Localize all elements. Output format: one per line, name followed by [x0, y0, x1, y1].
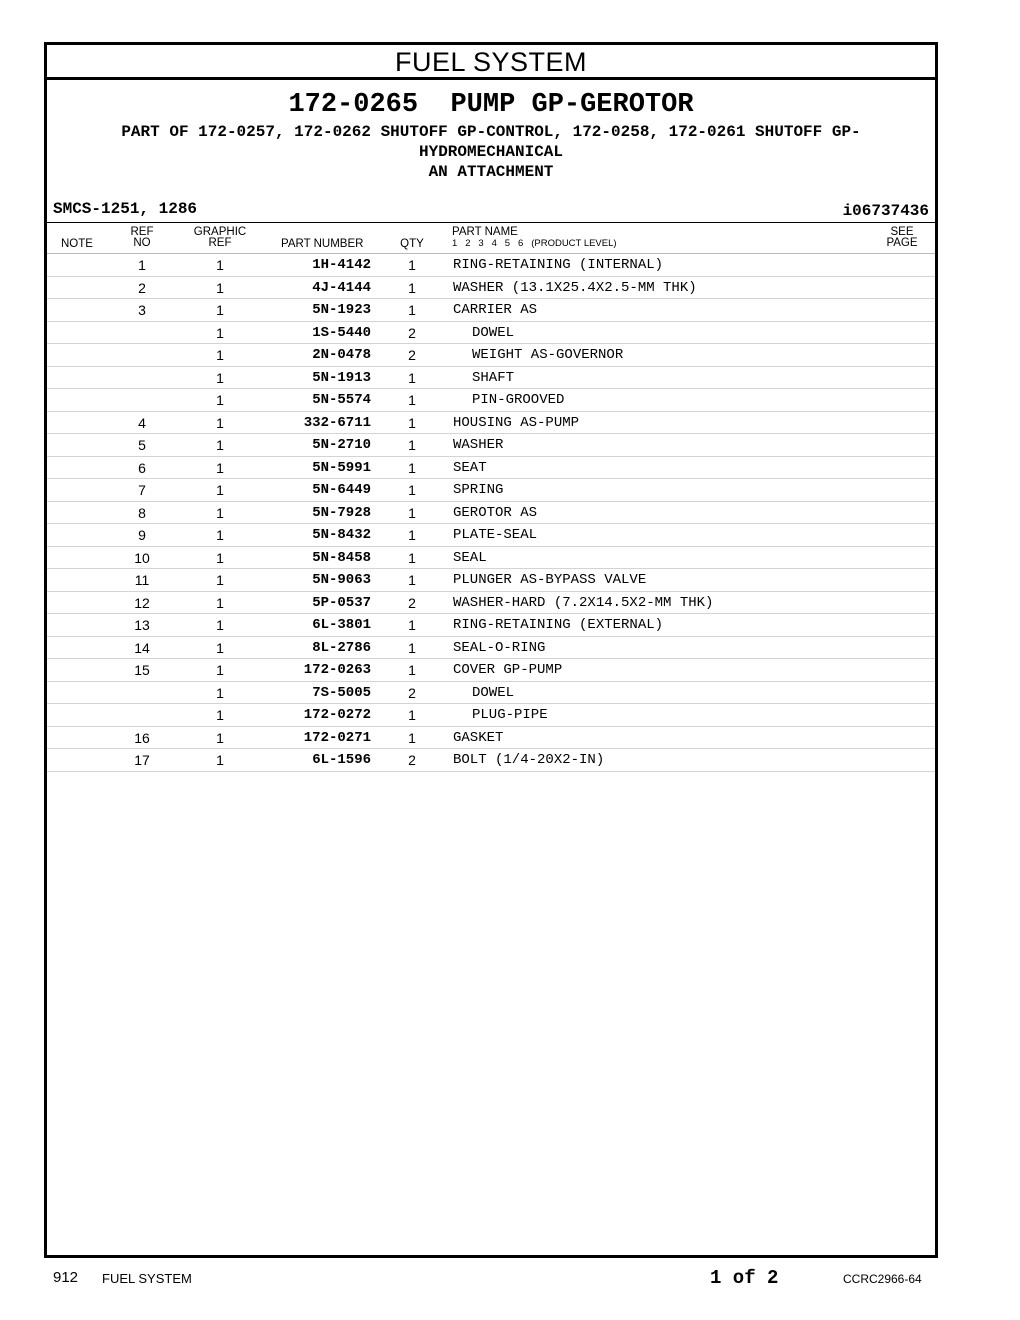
table-row	[47, 254, 935, 277]
ref-no: 5	[138, 437, 146, 453]
part-name: SPRING	[453, 482, 504, 498]
part-number: 1S-5440	[312, 324, 371, 341]
quantity: 1	[408, 527, 416, 543]
part-number: 5N-5991	[312, 459, 371, 476]
subtitle-line: AN ATTACHMENT	[428, 163, 554, 181]
quantity: 1	[408, 572, 416, 588]
part-number: 5N-5574	[312, 392, 371, 408]
part-number: 5P-0537	[312, 594, 371, 611]
table-body	[47, 254, 935, 772]
graphic-ref: 1	[216, 504, 224, 521]
quantity: 1	[408, 729, 416, 746]
ref-no: 3	[138, 302, 146, 318]
table-row	[47, 682, 935, 705]
part-name: PLUG-PIPE	[472, 707, 548, 723]
graphic-ref: 1	[216, 549, 224, 566]
footer-page-of: 1 of 2	[710, 1267, 779, 1289]
quantity: 1	[408, 257, 416, 273]
part-name: WEIGHT AS-GOVERNOR	[472, 347, 624, 363]
table-row	[47, 434, 935, 457]
header-part-number: PART NUMBER	[281, 238, 364, 250]
subtitle-line: HYDROMECHANICAL	[418, 143, 564, 161]
graphic-ref: 1	[216, 459, 224, 476]
graphic-ref: 1	[216, 527, 224, 543]
ref-no: 7	[138, 482, 146, 498]
table-row	[47, 457, 935, 480]
part-name: RING-RETAINING (EXTERNAL)	[453, 617, 664, 633]
graphic-ref: 1	[216, 482, 224, 498]
quantity: 1	[408, 639, 416, 656]
table-row	[47, 344, 935, 367]
table-row	[47, 547, 935, 570]
part-name: SEAL	[453, 549, 487, 566]
subtitle-line: PART OF 172-0257, 172-0262 SHUTOFF GP-CONTROL, 172-0258, 172-0261 SHUTOFF GP-	[121, 123, 861, 141]
ref-no: 8	[138, 504, 146, 521]
ref-no: 13	[134, 617, 150, 633]
graphic-ref: 1	[216, 594, 224, 611]
header-product-levels: 1 2 3 4 5 6 (PRODUCT LEVEL)	[452, 238, 617, 249]
part-name: RING-RETAINING (INTERNAL)	[453, 257, 664, 273]
quantity: 2	[408, 594, 416, 611]
part-name: SEAT	[453, 459, 487, 476]
table-row	[47, 479, 935, 502]
table-row	[47, 524, 935, 547]
header-part-name: PART NAME	[452, 226, 518, 238]
part-name: SHAFT	[472, 369, 515, 386]
graphic-ref: 1	[216, 324, 224, 341]
part-number: 5N-8432	[312, 527, 371, 543]
part-name: CARRIER AS	[453, 302, 538, 318]
part-number: 6L-3801	[312, 617, 371, 633]
part-number: 5N-7928	[312, 504, 371, 521]
ref-no: 15	[134, 662, 150, 678]
part-number: 2N-0478	[312, 347, 371, 363]
quantity: 2	[408, 752, 416, 768]
quantity: 1	[408, 437, 416, 453]
ref-no: 14	[134, 639, 150, 656]
header-see-top: SEE	[890, 226, 914, 238]
ref-no: 16	[134, 729, 150, 746]
header-qty: QTY	[400, 238, 424, 250]
part-name: PIN-GROOVED	[472, 392, 565, 408]
ref-no: 9	[138, 527, 146, 543]
meta-row	[47, 200, 935, 222]
quantity: 1	[408, 302, 416, 318]
table-row	[47, 569, 935, 592]
part-name: SEAL-O-RING	[453, 639, 546, 656]
header-graphic-top: GRAPHIC	[193, 226, 247, 238]
part-number: 5N-1913	[312, 369, 371, 386]
header-ref-top: REF	[130, 226, 154, 238]
table-row	[47, 614, 935, 637]
graphic-ref: 1	[216, 639, 224, 656]
ref-no: 11	[134, 572, 150, 588]
table-row	[47, 322, 935, 345]
table-row	[47, 502, 935, 525]
page-frame	[44, 42, 938, 1258]
graphic-ref: 1	[216, 707, 224, 723]
table-header	[47, 223, 935, 254]
ref-no: 6	[138, 459, 146, 476]
graphic-ref: 1	[216, 414, 224, 431]
part-number: 332-6711	[303, 414, 371, 431]
quantity: 1	[408, 392, 416, 408]
graphic-ref: 1	[216, 347, 224, 363]
quantity: 1	[408, 369, 416, 386]
ref-no: 4	[138, 414, 146, 431]
footer-code: CCRC2966-64	[843, 1272, 922, 1286]
table-row	[47, 299, 935, 322]
graphic-ref: 1	[216, 257, 224, 273]
part-name: WASHER-HARD (7.2X14.5X2-MM THK)	[453, 594, 714, 611]
header-graphic-bottom: REF	[208, 237, 232, 249]
footer-page-number: 912	[53, 1269, 79, 1286]
group-subtitle	[47, 122, 935, 182]
part-number: 6L-1596	[312, 752, 371, 768]
part-name: PLATE-SEAL	[453, 527, 538, 543]
table-row	[47, 659, 935, 682]
quantity: 2	[408, 347, 416, 363]
part-name: PLUNGER AS-BYPASS VALVE	[453, 572, 647, 588]
part-name: BOLT (1/4-20X2-IN)	[453, 752, 605, 768]
graphic-ref: 1	[216, 437, 224, 453]
quantity: 1	[408, 617, 416, 633]
ref-no: 12	[134, 594, 150, 611]
table-row	[47, 637, 935, 660]
ref-no: 1	[138, 257, 146, 273]
part-number: 8L-2786	[312, 639, 371, 656]
quantity: 2	[408, 684, 416, 701]
part-name: GEROTOR AS	[453, 504, 538, 521]
header-ref-bottom: NO	[133, 237, 151, 249]
table-row	[47, 727, 935, 750]
illustration-id: i06737436	[842, 202, 929, 220]
header-note: NOTE	[61, 238, 93, 250]
quantity: 1	[408, 662, 416, 678]
graphic-ref: 1	[216, 662, 224, 678]
part-name: HOUSING AS-PUMP	[453, 414, 580, 431]
part-number: 7S-5005	[312, 684, 371, 701]
graphic-ref: 1	[216, 302, 224, 318]
quantity: 1	[408, 459, 416, 476]
ref-no: 17	[134, 752, 150, 768]
quantity: 2	[408, 324, 416, 341]
graphic-ref: 1	[216, 369, 224, 386]
table-row	[47, 749, 935, 772]
graphic-ref: 1	[216, 729, 224, 746]
quantity: 1	[408, 482, 416, 498]
quantity: 1	[408, 549, 416, 566]
footer-section: FUEL SYSTEM	[102, 1271, 192, 1286]
graphic-ref: 1	[216, 684, 224, 701]
table-row	[47, 389, 935, 412]
table-row	[47, 412, 935, 435]
part-name: DOWEL	[472, 324, 515, 341]
graphic-ref: 1	[216, 752, 224, 768]
table-row	[47, 704, 935, 727]
part-number: 172-0263	[303, 662, 371, 678]
quantity: 1	[408, 279, 416, 296]
part-number: 172-0272	[303, 707, 371, 723]
part-number: 4J-4144	[312, 279, 371, 296]
group-title: 172-0265 PUMP GP-GEROTOR	[288, 90, 694, 120]
part-name: WASHER	[453, 437, 504, 453]
header-see-bottom: PAGE	[886, 237, 918, 249]
part-number: 5N-9063	[312, 572, 371, 588]
part-name: GASKET	[453, 729, 504, 746]
part-number: 172-0271	[303, 729, 371, 746]
quantity: 1	[408, 707, 416, 723]
quantity: 1	[408, 414, 416, 431]
table-row	[47, 592, 935, 615]
ref-no: 10	[134, 549, 150, 566]
parts-table	[47, 222, 935, 772]
part-name: COVER GP-PUMP	[453, 662, 563, 678]
ref-no: 2	[138, 279, 146, 296]
graphic-ref: 1	[216, 392, 224, 408]
part-name: DOWEL	[472, 684, 515, 701]
table-row	[47, 277, 935, 300]
part-number: 5N-6449	[312, 482, 371, 498]
graphic-ref: 1	[216, 279, 224, 296]
page-footer	[0, 1267, 1020, 1291]
part-number: 5N-1923	[312, 302, 371, 318]
part-number: 5N-2710	[312, 437, 371, 453]
table-row	[47, 367, 935, 390]
quantity: 1	[408, 504, 416, 521]
graphic-ref: 1	[216, 617, 224, 633]
part-number: 1H-4142	[312, 257, 371, 273]
section-title: FUEL SYSTEM	[47, 45, 935, 80]
part-name: WASHER (13.1X25.4X2.5-MM THK)	[453, 279, 697, 296]
part-number: 5N-8458	[312, 549, 371, 566]
smcs-code: SMCS-1251, 1286	[53, 200, 198, 218]
graphic-ref: 1	[216, 572, 224, 588]
